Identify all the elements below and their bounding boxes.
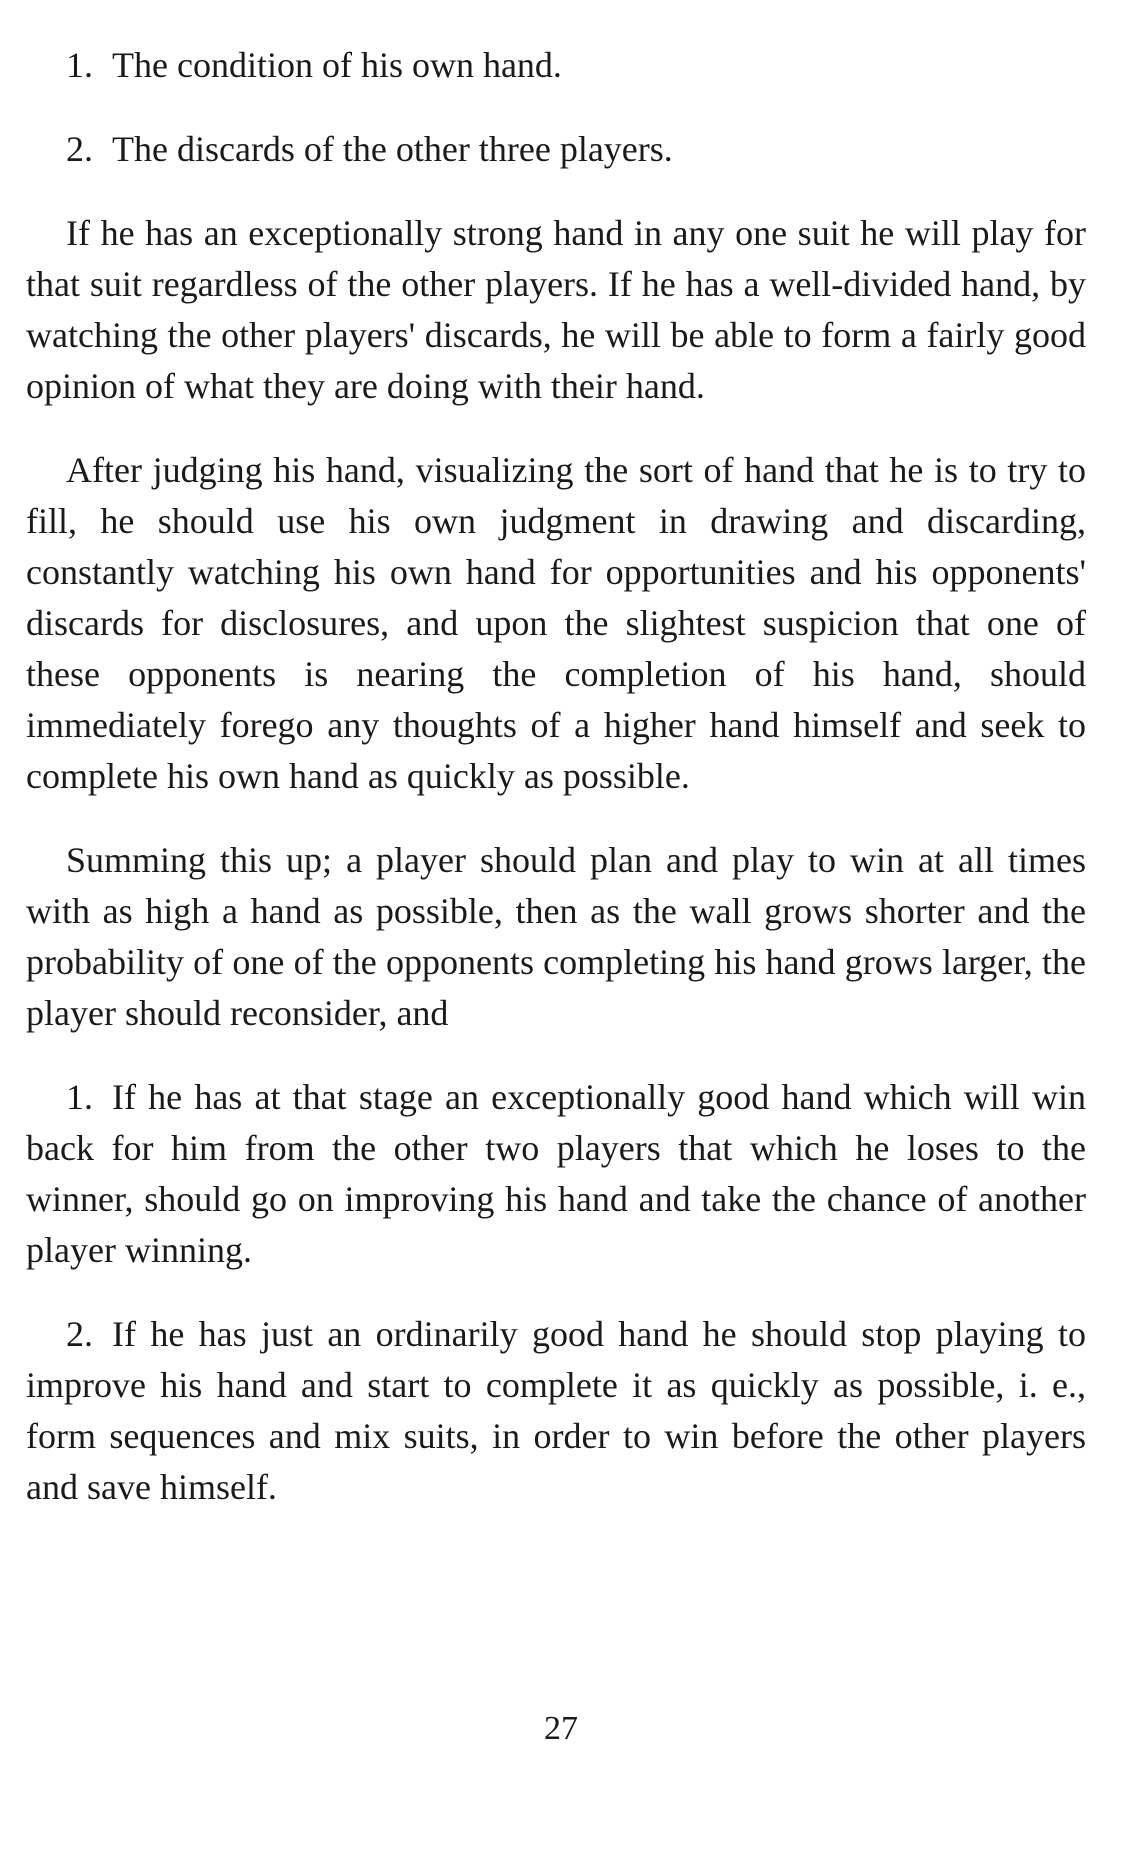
list-item-number: 2. <box>66 129 93 169</box>
page-body <box>26 40 1086 1513</box>
list-item <box>26 1309 1086 1513</box>
list-item <box>26 124 1086 175</box>
page-number: 27 <box>544 1710 578 1747</box>
paragraph: After judging his hand, visualizing the sort of hand that he is to try to fill, he should use his own judgment in drawing and discarding, constantly watching his own hand for opportunities and his opponents' discards for disclosures, and upon the slightest suspicion that one of these opponents is nearing the completion of his hand, should immediately forego any thoughts of a higher hand himself and seek to complete his own hand as quickly as possible. <box>26 450 1086 796</box>
list-item-text: The condition of his own hand. <box>112 45 562 85</box>
paragraph: If he has an exceptionally strong hand in any one suit he will play for that suit regardless of the other players. If he has a well-divided hand, by watching the other players' discards, he will be able to form a fairly good opinion of what they are doing with their hand. <box>26 213 1086 406</box>
list-item-text: If he has just an ordinarily good hand he should stop playing to improve his hand and start to complete it as quickly as possible, i. e., form sequences and mix suits, in order to win before the other players and save himself. <box>26 1314 1086 1507</box>
list-item <box>26 40 1086 91</box>
list-item-text: If he has at that stage an exceptionally good hand which will win back for him from the other two players that which he loses to the winner, should go on improving his hand and take the chance of another player winning. <box>26 1077 1086 1270</box>
paragraph: Summing this up; a player should plan and play to win at all times with as high a hand as possible, then as the wall grows shorter and the probability of one of the opponents completing his hand grows larger, the player should reconsider, and <box>26 840 1086 1033</box>
list-item-number: 1. <box>66 1077 93 1117</box>
list-item-text: The discards of the other three players. <box>112 129 673 169</box>
list-item <box>26 1072 1086 1276</box>
list-item-number: 1. <box>66 45 93 85</box>
list-item-number: 2. <box>66 1314 93 1354</box>
